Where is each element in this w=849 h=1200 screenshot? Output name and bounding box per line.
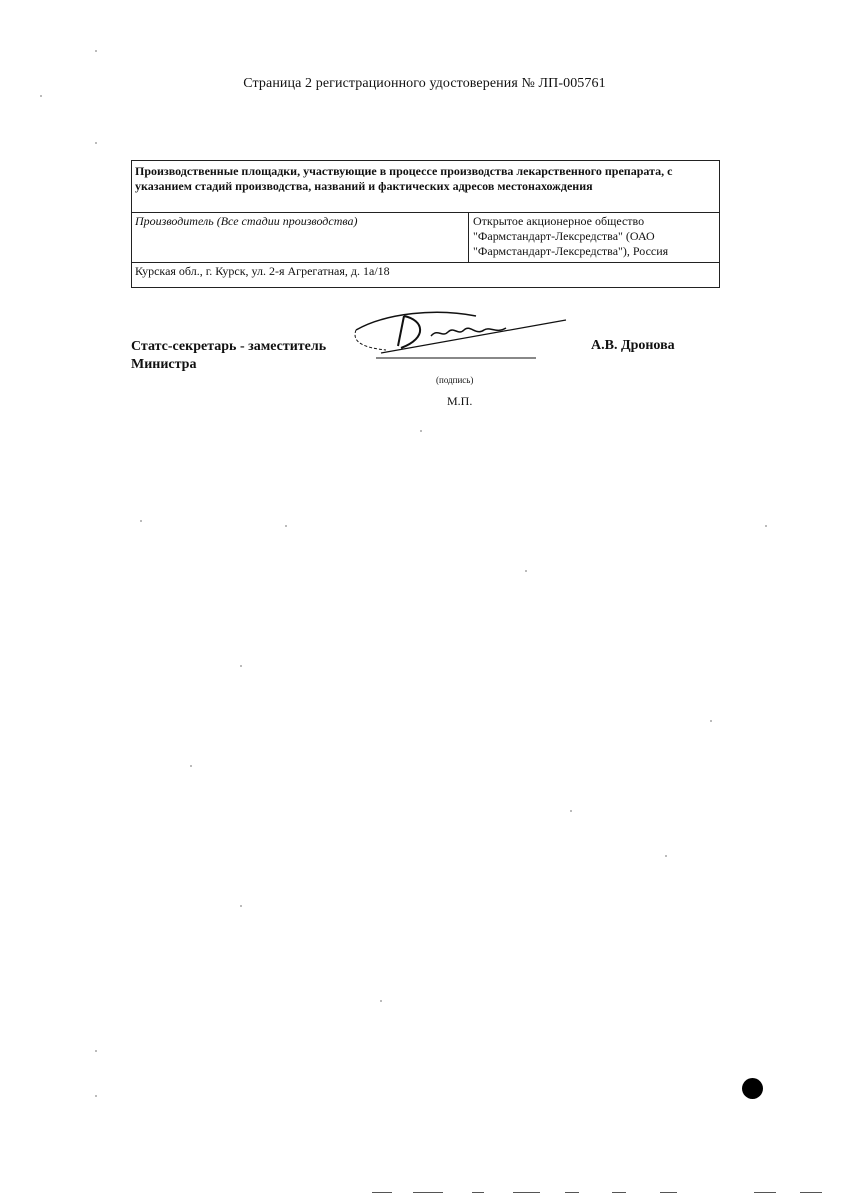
signatory-name: А.В. Дронова	[591, 338, 675, 353]
table-header: Производственные площадки, участвующие в процессе производства лекарственного препарата, с указанием стадий производства, названий и фактических адресов местонахождения	[132, 161, 720, 213]
signature-block	[131, 338, 691, 418]
signatory-position	[131, 338, 361, 374]
signature-caption: (подпись)	[436, 375, 474, 385]
seal-mark: М.П.	[447, 394, 473, 408]
organization-line: "Фармстандарт-Лексредства"), Россия	[473, 244, 669, 258]
production-sites-table	[131, 160, 720, 288]
position-line: Статс-секретарь - заместитель	[131, 339, 327, 354]
manufacturer-organization	[469, 213, 720, 263]
table-row	[132, 263, 720, 288]
manufacturer-role: Производитель (Все стадии производства)	[132, 213, 469, 263]
table-row	[132, 213, 720, 263]
position-line: Министра	[131, 357, 197, 372]
black-dot-mark	[742, 1078, 763, 1099]
organization-line: "Фармстандарт-Лексредства" (ОАО	[473, 229, 655, 243]
site-address: Курская обл., г. Курск, ул. 2-я Агрегатная, д. 1а/18	[132, 263, 720, 288]
organization-line: Открытое акционерное общество	[473, 214, 645, 228]
handwritten-signature-icon	[346, 308, 576, 368]
page-title: Страница 2 регистрационного удостоверения № ЛП-005761	[243, 76, 606, 91]
